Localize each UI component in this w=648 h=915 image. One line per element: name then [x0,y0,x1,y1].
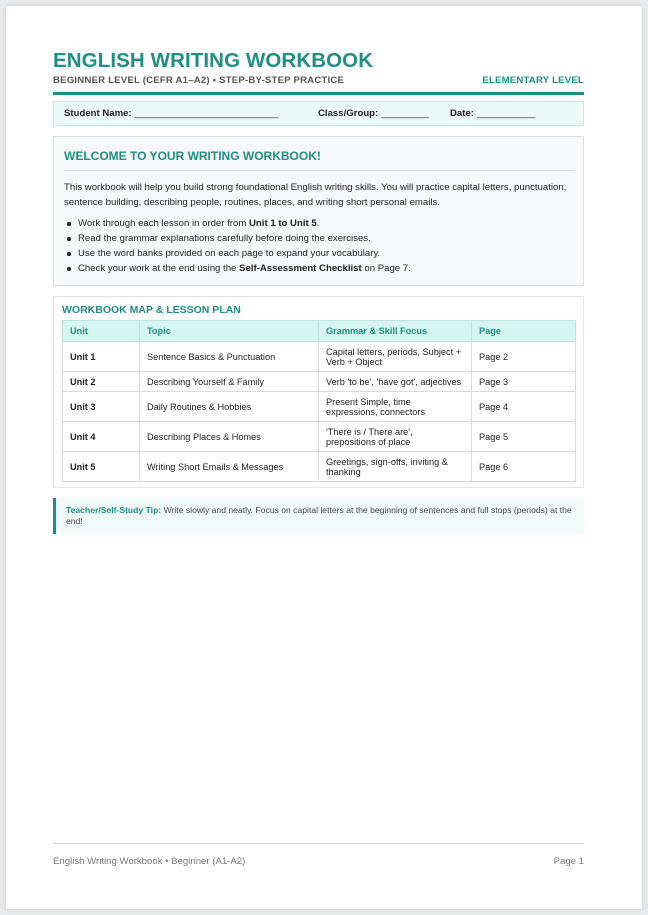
page-subtitle: BEGINNER LEVEL (CEFR A1–A2) • STEP-BY-STEP PRACTICE [53,75,345,86]
level-label: ELEMENTARY LEVEL [482,75,584,86]
page-cell: Page 6 [472,452,576,482]
page-header [53,50,584,95]
class-group-field[interactable] [318,108,450,119]
list-item: Use the word banks provided on each page to expand your vocabulary. [64,246,573,261]
column-header-unit: Unit [63,321,140,342]
focus-cell: Capital letters, periods, Subject + Verb + Object [319,342,472,372]
table-row [63,422,576,452]
list-item: Read the grammar explanations carefully before doing the exercises. [64,231,573,246]
lesson-plan-table [62,320,576,482]
page-footer [53,856,584,867]
workbook-map-section [53,296,584,488]
unit-cell: Unit 4 [63,422,140,452]
focus-cell: Verb 'to be', 'have got', adjectives [319,372,472,392]
student-info-bar [53,101,584,126]
welcome-box [53,136,584,286]
table-row [63,452,576,482]
student-name-line: ___________________________ [134,108,279,119]
topic-cell: Describing Places & Homes [140,422,319,452]
table-row [63,372,576,392]
page-number: Page 1 [553,856,584,867]
focus-cell: 'There is / There are', prepositions of place [319,422,472,452]
list-item: Work through each lesson in order from Unit 1 to Unit 5. [64,216,573,231]
date-field[interactable] [450,108,535,119]
column-header-focus: Grammar & Skill Focus [319,321,472,342]
tip-text: Write slowly and neatly. Focus on capital letters at the beginning of sentences and full stops (periods) at the end! [66,505,572,526]
page-cell: Page 4 [472,392,576,422]
topic-cell: Sentence Basics & Punctuation [140,342,319,372]
page-title: ENGLISH WRITING WORKBOOK [53,49,374,72]
student-name-label: Student Name: [64,108,132,119]
page-cell: Page 5 [472,422,576,452]
list-item: Check your work at the end using the Self-Assessment Checklist on Page 7. [64,261,573,276]
study-tip-callout [53,498,584,534]
unit-cell: Unit 3 [63,392,140,422]
student-name-field[interactable] [64,108,318,119]
tip-label: Teacher/Self-Study Tip: [66,505,162,515]
focus-cell: Present Simple, time expressions, connectors [319,392,472,422]
focus-cell: Greetings, sign-offs, inviting & thanking [319,452,472,482]
unit-cell: Unit 1 [63,342,140,372]
welcome-divider [64,170,573,171]
welcome-intro: This workbook will help you build strong foundational English writing skills. You will practice capital letters, punctuation, sentence building, describing people, routines, places, and writing short personal emails. [64,182,567,208]
footer-title: English Writing Workbook • Beginner (A1-A2) [53,856,246,867]
subtitle-row [53,75,584,86]
footer-divider [53,843,584,844]
topic-cell: Daily Routines & Hobbies [140,392,319,422]
class-group-label: Class/Group: [318,108,379,119]
page-cell: Page 2 [472,342,576,372]
instruction-list [64,216,573,276]
table-header-row [63,321,576,342]
map-title: WORKBOOK MAP & LESSON PLAN [62,304,241,316]
topic-cell: Describing Yourself & Family [140,372,319,392]
table-row [63,392,576,422]
date-line: ___________ [476,108,536,119]
table-row [63,342,576,372]
header-divider [53,92,584,95]
column-header-topic: Topic [140,321,319,342]
page-cell: Page 3 [472,372,576,392]
topic-cell: Writing Short Emails & Messages [140,452,319,482]
unit-cell: Unit 5 [63,452,140,482]
welcome-title: WELCOME TO YOUR WRITING WORKBOOK! [64,149,321,163]
column-header-page: Page [472,321,576,342]
date-label: Date: [450,108,474,119]
unit-cell: Unit 2 [63,372,140,392]
class-group-line: _________ [380,108,429,119]
